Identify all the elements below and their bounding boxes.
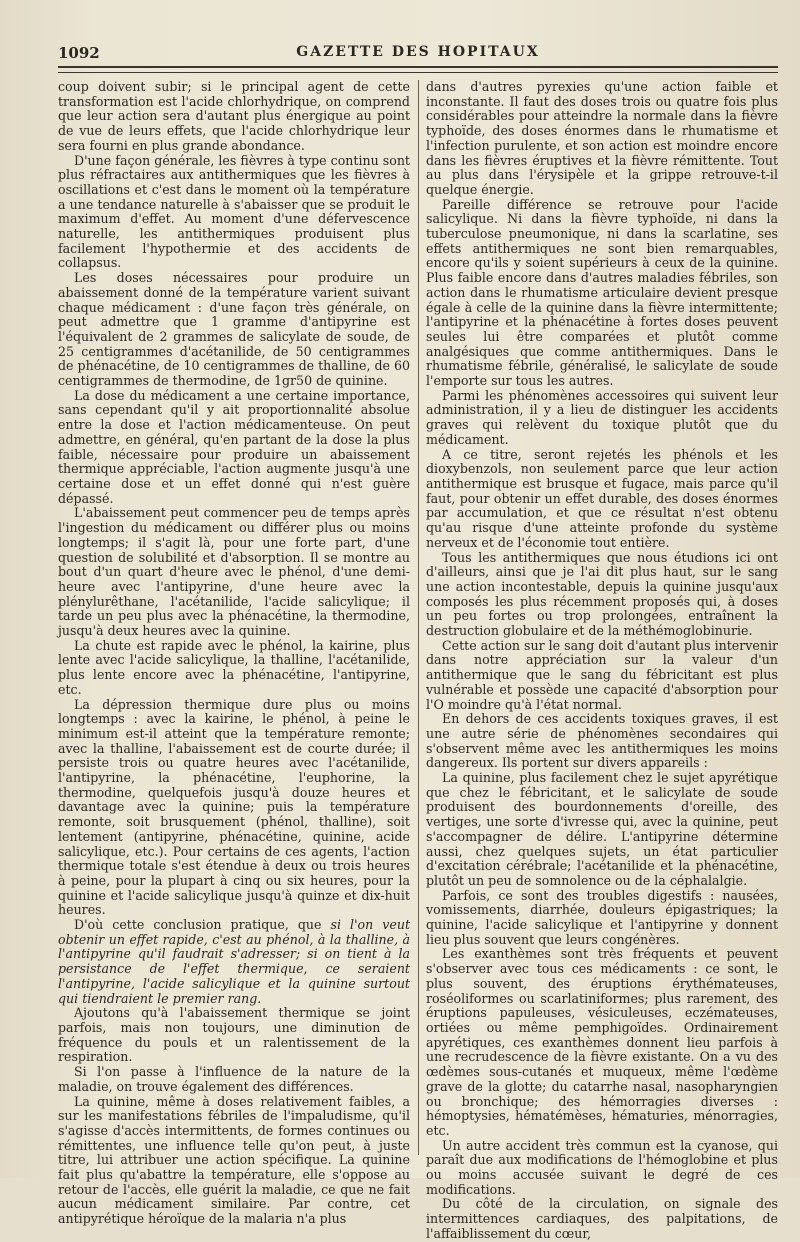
right-column: [426, 80, 778, 1242]
paragraph: A ce titre, seront rejetés les phénols et les dioxybenzols, non seulement parce que leur action antithermique est brusque et fugace, mais parce qu'il faut, pour obtenir un effet durable, des doses énormes par accumulation, et que ce résultat n'est obtenu qu'au risque d'une atteinte profonde du système nerveux et de l'économie tout entière.: [426, 446, 778, 550]
left-column: [58, 80, 410, 1227]
paragraph: La dépression thermique dure plus ou moins longtemps : avec la kairine, le phénol, à peine le minimum est-il atteint que la température remonte; avec la thalline, l'abaissement est de courte durée; il persiste trois ou quatre heures avec l'acétanilide, l'antipyrine, la phénacétine, l'euphorine, la thermodine, quelquefois jusqu'à douze heures et davantage avec la quinine; puis la température remonte, soit brusquement (phénol, thalline), soit lentement (antipyrine, phénacétine, quinine, acide salicylique, etc.). Pour certains de ces agents, l'action thermique totale s'est étendue à deux ou trois heures à peine, pour la plupart à cinq ou six heures, pour la quinine et l'acide salicylique jusqu'à quinze et dix-huit heures.: [58, 696, 410, 918]
page-header: [58, 40, 778, 64]
paragraph: En dehors de ces accidents toxiques graves, il est une autre série de phénomènes secondaires qui s'observent même avec les antithermiques les moins dangereux. Ils portent sur divers appareils :: [426, 711, 778, 771]
paragraph: La chute est rapide avec le phénol, la kairine, plus lente avec l'acide salicylique, la thalline, l'acétanilide, plus lente encore avec la phénacétine, l'antipyrine, etc.: [58, 637, 410, 697]
paragraph: Parfois, ce sont des troubles digestifs : nausées, vomissements, diarrhée, douleurs épigastriques; la quinine, l'acide salicylique et l'antipyrine y donnent lieu plus souvent que leurs congénères.: [426, 887, 778, 947]
header-rule-thin: [58, 72, 778, 73]
paragraph: Tous les antithermiques que nous étudions ici ont d'ailleurs, ainsi que je l'ai dit plus haut, sur le sang une action incontestable, depuis la quinine jusqu'aux composés les plus récemment proposés qui, à doses un peu fortes ou trop prolongées, entraînent la destruction globulaire et de la méthémoglobinurie.: [426, 549, 778, 639]
paragraph: Les doses nécessaires pour produire un abaissement donné de la température varient suivant chaque médicament : d'une façon très générale, on peut admettre que 1 gramme d'antipyrine est l'équivalent de 2 grammes de salicylate de soude, de 25 centigrammes d'acétanilide, de 50 centigrammes de phénacétine, de 10 centigrammes de thalline, de 60 centigrammes de thermodine, de 1gr50 de quinine.: [58, 270, 410, 389]
paragraph: Du côté de la circulation, on signale des intermittences cardiaques, des palpitations, de l'affaiblissement du cœur,: [426, 1196, 778, 1241]
page-number: 1092: [58, 44, 100, 62]
paragraph-conclusion: [58, 918, 410, 1006]
paragraph: dans d'autres pyrexies qu'une action faible et inconstante. Il faut des doses trois ou quatre fois plus considérables pour atteindre la normale dans la fièvre typhoïde, des doses énormes dans le rhumatisme et l'infection purulente, et son action est moindre encore dans les fièvres éruptives et la fièvre rémittente. Tout au plus dans l'érysipèle et la grippe retrouve-t-il quelque énergie.: [426, 79, 778, 197]
journal-title: GAZETTE DES HOPITAUX: [296, 44, 540, 60]
paragraph: Si l'on passe à l'influence de la nature de la maladie, on trouve également des différences.: [58, 1064, 410, 1094]
paragraph: Un autre accident très commun est la cyanose, qui paraît due aux modifications de l'hémoglobine et plus ou moins accusée suivant le degré de ces modifications.: [426, 1137, 778, 1197]
paragraph: L'abaissement peut commencer peu de temps après l'ingestion du médicament ou différer plus ou moins longtemps; il s'agit là, pour une forte part, d'une question de solubilité et d'absorption. Il se montre au bout d'un quart d'heure avec le phénol, d'une demi-heure avec l'antipyrine, d'une heure avec la plénylurêthane, l'acétanilide, l'acide salicylique; il tarde un peu plus avec la phénacétine, la thermodine, jusqu'à deux heures avec la quinine.: [58, 505, 410, 639]
paragraph: La dose du médicament a une certaine importance, sans cependant qu'il y ait proportionnalité absolue entre la dose et l'action médicamenteuse. On peut admettre, en général, qu'en partant de la dose la plus faible, nécessaire pour produire un abaissement thermique appréciable, l'action augmente jusqu'à une certaine dose et un effet donné qui n'est guère dépassé.: [58, 387, 410, 506]
paragraph: La quinine, même à doses relativement faibles, a sur les manifestations fébriles de l'impaludisme, qu'il s'agisse d'accès intermittents, de formes continues ou rémittentes, une influence telle qu'on peut, à juste titre, lui attribuer une action spécifique. La quinine fait plus qu'abattre la température, elle s'oppose au retour de l'accès, elle guérit la maladie, ce que ne fait aucun médicament similaire. Par contre, cet antipyrétique héroïque de la malaria n'a plus: [58, 1093, 410, 1227]
paragraph: Les exanthèmes sont très fréquents et peuvent s'observer avec tous ces médicaments : ce sont, le plus souvent, des éruptions érythémateuses, roséoliformes ou scarlatiniformes; plus rarement, des éruptions papuleuses, vésiculeuses, eczémateuses, ortiées ou même pemphigoïdes. Ordinairement apyrétiques, ces exanthèmes donnent lieu parfois à une recrudescence de la fièvre existante. On a vu des œdèmes sous-cutanés et muqueux, même l'œdème grave de la glotte; du catarrhe nasal, nasopharyngien ou bronchique; des hémorragies diverses : hémoptysies, hématémèses, hématuries, ménorragies, etc.: [426, 946, 778, 1138]
column-divider: [418, 80, 419, 1155]
paragraph: Cette action sur le sang doit d'autant plus intervenir dans notre appréciation sur la valeur d'un antithermique que le sang du fébricitant est plus vulnérable et possède une capacité d'absorption pour l'O moindre qu'à l'état normal.: [426, 637, 778, 712]
paragraph: D'une façon générale, les fièvres à type continu sont plus réfractaires aux antithermiques que les fièvres à oscillations et c'est dans le moment où la température a une tendance naturelle à s'abaisser que se produit le maximum d'effet. Au moment d'une défervescence naturelle, les antithermiques produisent plus facilement l'hypothermie et des accidents de collapsus.: [58, 152, 410, 271]
header-rule-thick: [58, 66, 778, 68]
paragraph: coup doivent subir; si le principal agent de cette transformation est l'acide chlorhydrique, on comprend que leur action sera d'autant plus énergique au point de vue de leurs effets, que l'acide chlorhydrique leur sera fourni en plus grande abondance.: [58, 79, 410, 153]
paragraph: Ajoutons qu'à l'abaissement thermique se joint parfois, mais non toujours, une diminution de fréquence du pouls et un ralentissement de la respiration.: [58, 1005, 410, 1065]
paragraph: La quinine, plus facilement chez le sujet apyrétique que chez le fébricitant, et le salicylate de soude produisent des bourdonnements d'oreille, des vertiges, une sorte d'ivresse qui, avec la quinine, peut s'accompagner de délire. L'antipyrine détermine aussi, chez quelques sujets, un état particulier d'excitation cérébrale; l'acétanilide et la phénacétine, plutôt un peu de somnolence ou de la céphalalgie.: [426, 770, 778, 888]
paragraph: Pareille différence se retrouve pour l'acide salicylique. Ni dans la fièvre typhoïde, ni dans la tuberculose pneumonique, ni dans la scarlatine, ses effets antithermiques ne sont bien remarquables, encore qu'ils y soient supérieurs à ceux de la quinine. Plus faible encore dans d'autres maladies fébriles, son action dans le rhumatisme articulaire devient presque égale à celle de la quinine dans la fièvre intermittente; l'antipyrine et la phénacétine à fortes doses peuvent seules lui être comparées et plutôt comme analgésiques que comme antithermiques. Dans le rhumatisme fébrile, généralisé, le salicylate de soude l'emporte sur tous les autres.: [426, 196, 778, 389]
conclusion-italic: si l'on veut obtenir un effet rapide, c'est au phénol, à la thalline, à l'antipyrine qu'il faudrait s'adresser; si on tient à la persistance de l'effet thermique, ce seraient l'antipyrine, l'acide salicylique et la quinine surtout qui tiendraient le premier rang.: [58, 917, 410, 1006]
paragraph: Parmi les phénomènes accessoires qui suivent leur administration, il y a lieu de distinguer les accidents graves qui relèvent du toxique plutôt que du médicament.: [426, 387, 778, 447]
conclusion-lead: D'où cette conclusion pratique, que: [74, 917, 331, 933]
